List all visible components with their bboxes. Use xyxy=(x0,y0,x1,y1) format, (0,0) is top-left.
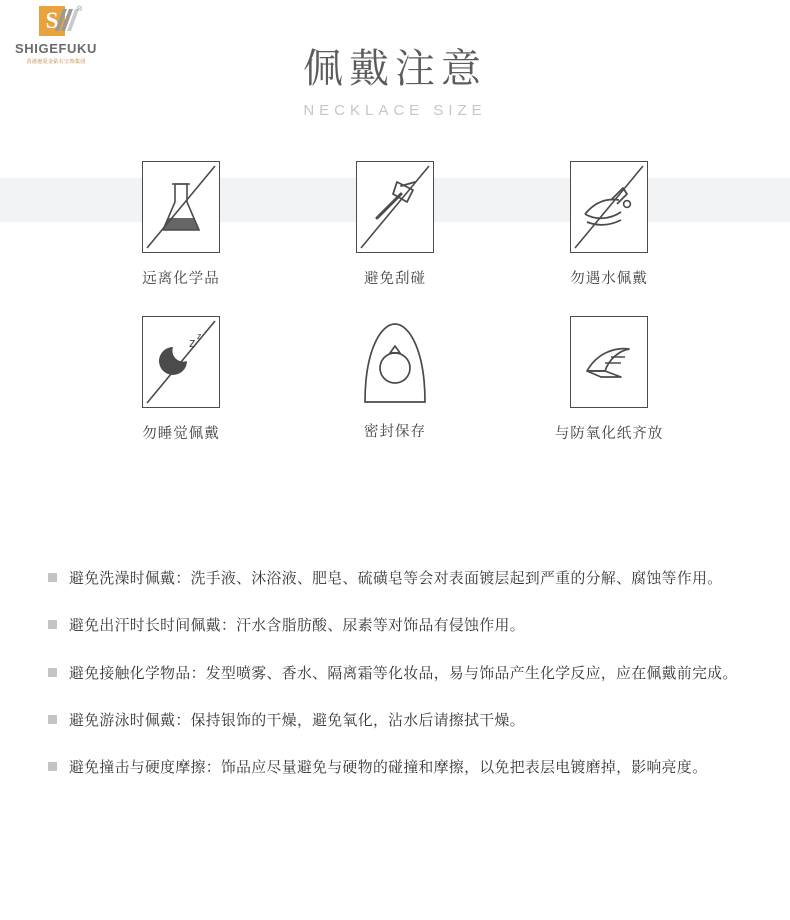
page-title: 佩戴注意 xyxy=(303,46,487,92)
care-item-label: 勿遇水佩戴 xyxy=(570,271,648,287)
logo-letter: S xyxy=(39,6,65,36)
no-sleep-icon xyxy=(142,316,220,408)
care-item-label: 与防氧化纸齐放 xyxy=(554,426,664,442)
note-text: 避免接触化学物品：发型喷雾、香水、隔离霜等化妆品，易与饰品产生化学反应，应在佩戴前完成。 xyxy=(69,665,738,682)
care-item-label: 避免刮碰 xyxy=(364,271,426,287)
care-notes-list xyxy=(48,566,742,803)
care-item-chemicals xyxy=(85,161,277,288)
bullet-icon xyxy=(48,668,57,677)
care-icon-grid xyxy=(85,119,705,443)
care-icon-row-2 xyxy=(85,316,705,443)
list-item xyxy=(48,755,742,782)
care-item-scratch xyxy=(299,161,491,288)
care-item-water xyxy=(513,161,705,288)
care-icon-row-1 xyxy=(85,161,705,288)
chemical-flask-icon xyxy=(142,161,220,253)
page-header xyxy=(0,0,790,119)
svg-text:z: z xyxy=(189,335,196,350)
care-item-storage xyxy=(299,316,491,443)
care-item-antioxidation xyxy=(513,316,705,443)
bullet-icon xyxy=(48,715,57,724)
logo-bars-icon xyxy=(59,9,79,33)
care-item-label: 远离化学品 xyxy=(142,271,220,287)
logo-subtitle: 香港施爱金钻石宝饰集团 xyxy=(26,59,86,65)
list-item xyxy=(48,613,742,640)
care-item-sleep xyxy=(85,316,277,443)
registered-trademark-icon: ® xyxy=(77,6,83,13)
care-item-label: 密封保存 xyxy=(364,424,426,440)
anti-oxidation-paper-icon xyxy=(570,316,648,408)
hammer-scratch-icon xyxy=(356,161,434,253)
note-text: 避免游泳时佩戴：保持银饰的干燥，避免氧化，沾水后请擦拭干燥。 xyxy=(69,713,525,730)
sealed-storage-icon xyxy=(357,316,433,406)
note-text: 避免撞击与硬度摩擦：饰品应尽量避免与硬物的碰撞和摩擦，以免把表层电镀磨掉，影响亮度。 xyxy=(69,760,708,777)
bullet-icon xyxy=(48,573,57,582)
logo-mark xyxy=(39,6,83,40)
bullet-icon xyxy=(48,620,57,629)
brand-logo xyxy=(8,6,104,72)
bullet-icon xyxy=(48,762,57,771)
list-item xyxy=(48,566,742,593)
note-text: 避免出汗时长时间佩戴：汗水含脂肪酸、尿素等对饰品有侵蚀作用。 xyxy=(69,618,525,635)
note-text: 避免洗澡时佩戴：洗手液、沐浴液、肥皂、硫磺皂等会对表面镀层起到严重的分解、腐蚀等作用。 xyxy=(69,571,723,587)
page-subtitle: NECKLACE SIZE xyxy=(303,102,487,119)
svg-text:z: z xyxy=(197,331,202,341)
list-item xyxy=(48,661,742,688)
care-item-label: 勿睡觉佩戴 xyxy=(142,426,220,442)
no-water-icon xyxy=(570,161,648,253)
list-item xyxy=(48,708,742,735)
logo-name: SHIGEFUKU xyxy=(15,41,97,56)
